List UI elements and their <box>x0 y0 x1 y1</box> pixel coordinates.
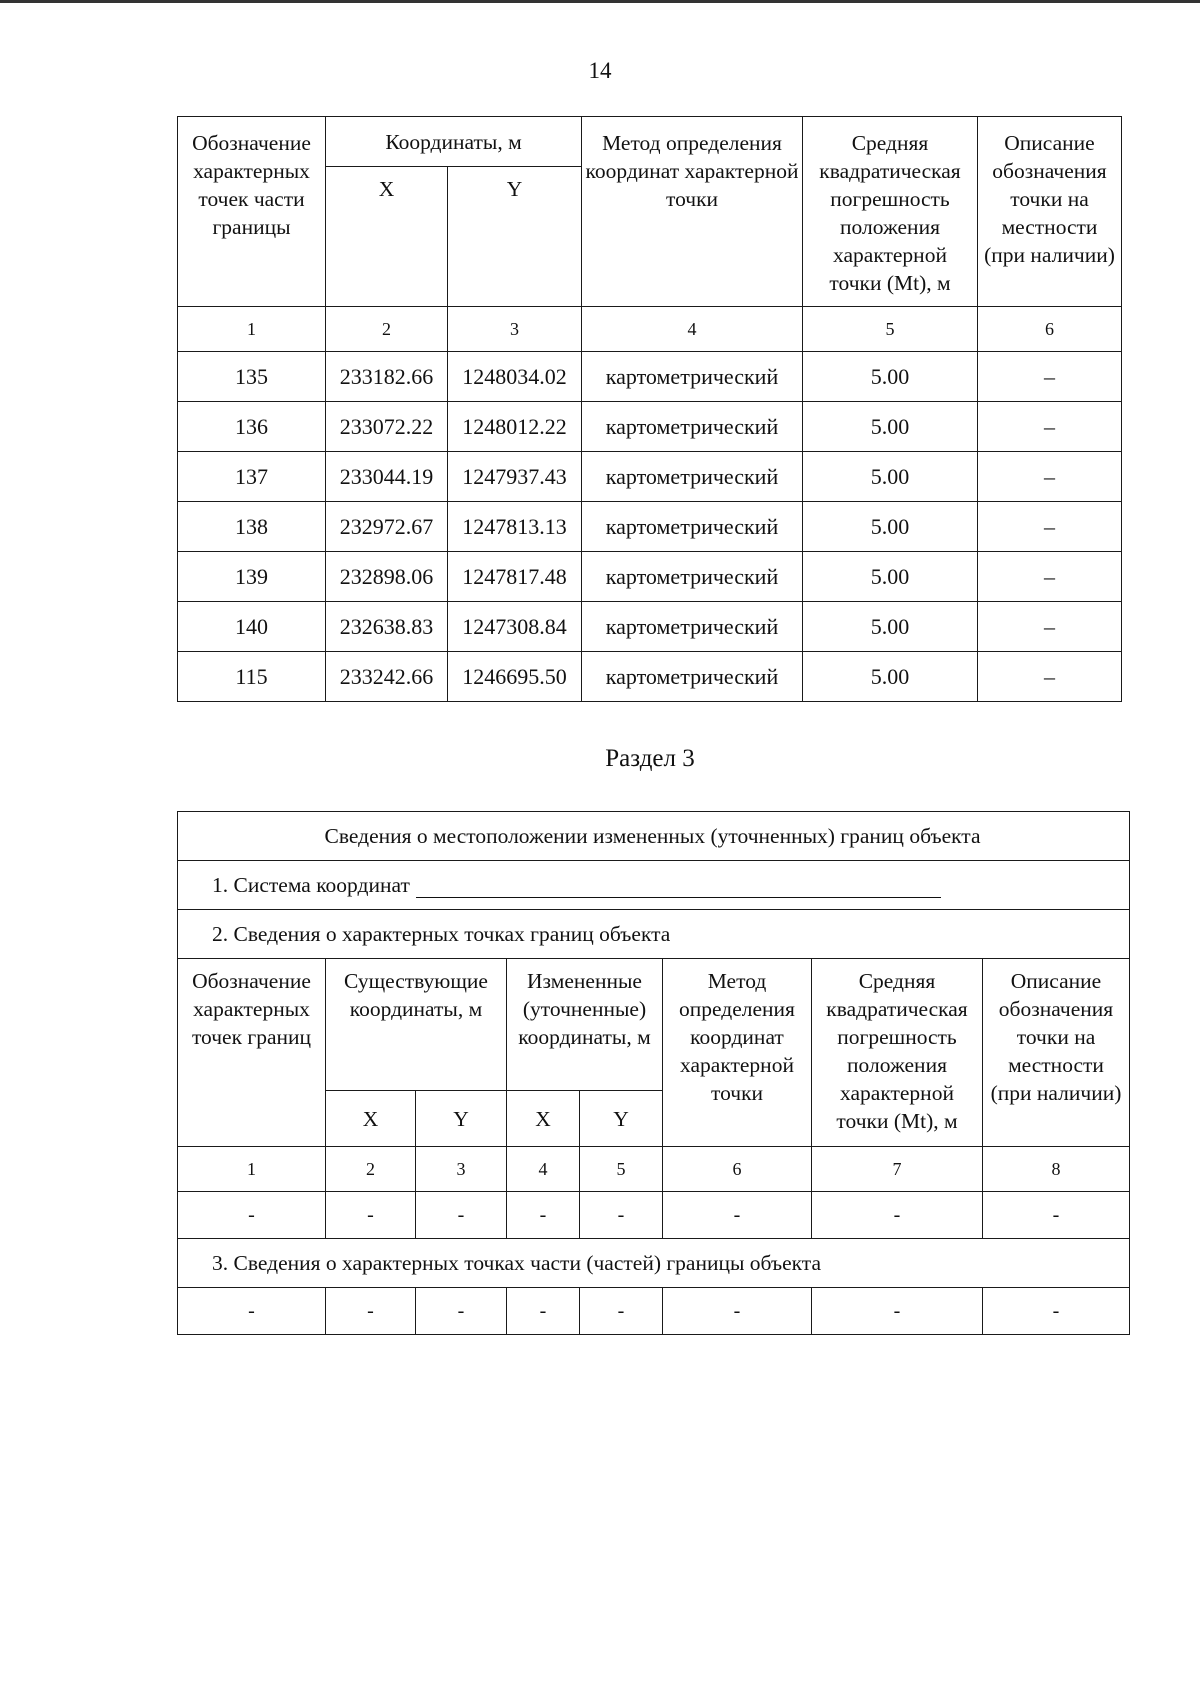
point-id: 135 <box>178 352 326 402</box>
table-row <box>178 502 1122 552</box>
header-x: X <box>326 167 448 307</box>
empty-cell: - <box>416 1192 507 1239</box>
header-y-changed: Y <box>580 1091 663 1147</box>
column-number: 3 <box>448 307 582 352</box>
column-number: 6 <box>663 1147 812 1192</box>
description: – <box>978 402 1122 452</box>
coord-x: 232898.06 <box>326 552 448 602</box>
error-value: 5.00 <box>803 502 978 552</box>
method: картометрический <box>582 552 803 602</box>
header-coordinates: Координаты, м <box>326 117 582 167</box>
column-number-row <box>178 1147 1130 1192</box>
column-number: 4 <box>507 1147 580 1192</box>
header-method: Метод определения координат характерной точки <box>663 959 812 1147</box>
description: – <box>978 352 1122 402</box>
coord-y: 1247308.84 <box>448 602 582 652</box>
error-value: 5.00 <box>803 352 978 402</box>
description: – <box>978 552 1122 602</box>
method: картометрический <box>582 602 803 652</box>
boundary-points-table <box>177 116 1122 702</box>
empty-cell: - <box>663 1192 812 1239</box>
description: – <box>978 452 1122 502</box>
header-y-existing: Y <box>416 1091 507 1147</box>
description: – <box>978 502 1122 552</box>
description: – <box>978 602 1122 652</box>
column-number: 1 <box>178 1147 326 1192</box>
empty-cell: - <box>580 1192 663 1239</box>
point-id: 137 <box>178 452 326 502</box>
header-description: Описание обозначения точки на местности (при наличии) <box>978 117 1122 307</box>
table-row <box>178 352 1122 402</box>
column-number: 8 <box>983 1147 1130 1192</box>
empty-cell: - <box>507 1288 580 1335</box>
parts-heading: 3. Сведения о характерных точках части (частей) границы объекта <box>178 1239 1130 1288</box>
point-id: 115 <box>178 652 326 702</box>
header-method: Метод определения координат характерной точки <box>582 117 803 307</box>
empty-cell: - <box>178 1192 326 1239</box>
header-x-changed: X <box>507 1091 580 1147</box>
empty-cell: - <box>983 1288 1130 1335</box>
header-point-designation: Обозначение характерных точек части границы <box>178 117 326 307</box>
header-error: Средняя квадратическая погрешность положения характерной точки (Mt), м <box>803 117 978 307</box>
column-number: 2 <box>326 1147 416 1192</box>
empty-cell: - <box>416 1288 507 1335</box>
description: – <box>978 652 1122 702</box>
empty-cell: - <box>812 1288 983 1335</box>
error-value: 5.00 <box>803 602 978 652</box>
empty-cell: - <box>326 1192 416 1239</box>
column-number: 2 <box>326 307 448 352</box>
column-number: 1 <box>178 307 326 352</box>
scan-top-edge <box>0 0 1200 3</box>
section-title: Раздел 3 <box>605 745 695 772</box>
error-value: 5.00 <box>803 552 978 602</box>
changed-boundaries-table <box>177 811 1130 1335</box>
method: картометрический <box>582 652 803 702</box>
header-y: Y <box>448 167 582 307</box>
empty-parts-row <box>178 1288 1130 1335</box>
coord-x: 232972.67 <box>326 502 448 552</box>
coord-x: 233242.66 <box>326 652 448 702</box>
method: картометрический <box>582 402 803 452</box>
coord-y: 1248034.02 <box>448 352 582 402</box>
table-row <box>178 452 1122 502</box>
column-number: 5 <box>580 1147 663 1192</box>
point-id: 138 <box>178 502 326 552</box>
coord-y: 1248012.22 <box>448 402 582 452</box>
method: картометрический <box>582 352 803 402</box>
method: картометрический <box>582 452 803 502</box>
point-id: 140 <box>178 602 326 652</box>
error-value: 5.00 <box>803 652 978 702</box>
coordinate-system-row <box>178 861 1130 910</box>
header-description: Описание обозначения точки на местности (при наличии) <box>983 959 1130 1147</box>
page-number: 14 <box>588 58 612 83</box>
table-title: Сведения о местоположении измененных (уточненных) границ объекта <box>178 812 1130 861</box>
error-value: 5.00 <box>803 402 978 452</box>
column-number: 7 <box>812 1147 983 1192</box>
coordinate-system-blank <box>416 875 941 898</box>
coord-x: 233072.22 <box>326 402 448 452</box>
point-id: 136 <box>178 402 326 452</box>
header-changed-coords: Измененные (уточненные) координаты, м <box>507 959 663 1091</box>
error-value: 5.00 <box>803 452 978 502</box>
coord-x: 233044.19 <box>326 452 448 502</box>
empty-cell: - <box>663 1288 812 1335</box>
header-error: Средняя квадратическая погрешность положения характерной точки (Mt), м <box>812 959 983 1147</box>
empty-cell: - <box>983 1192 1130 1239</box>
coord-x: 232638.83 <box>326 602 448 652</box>
coord-y: 1247937.43 <box>448 452 582 502</box>
points-heading: 2. Сведения о характерных точках границ объекта <box>178 910 1130 959</box>
table-row <box>178 652 1122 702</box>
column-number: 5 <box>803 307 978 352</box>
empty-cell: - <box>178 1288 326 1335</box>
empty-cell: - <box>507 1192 580 1239</box>
empty-points-row <box>178 1192 1130 1239</box>
coord-y: 1246695.50 <box>448 652 582 702</box>
method: картометрический <box>582 502 803 552</box>
empty-cell: - <box>812 1192 983 1239</box>
header-existing-coords: Существующие координаты, м <box>326 959 507 1091</box>
header-point-designation: Обозначение характерных точек границ <box>178 959 326 1147</box>
table-row <box>178 552 1122 602</box>
header-x-existing: X <box>326 1091 416 1147</box>
column-number: 4 <box>582 307 803 352</box>
column-number: 6 <box>978 307 1122 352</box>
column-number: 3 <box>416 1147 507 1192</box>
empty-cell: - <box>580 1288 663 1335</box>
coord-x: 233182.66 <box>326 352 448 402</box>
coordinate-system-label: 1. Система координат <box>212 872 410 897</box>
coord-y: 1247817.48 <box>448 552 582 602</box>
table-row <box>178 402 1122 452</box>
empty-cell: - <box>326 1288 416 1335</box>
coord-y: 1247813.13 <box>448 502 582 552</box>
point-id: 139 <box>178 552 326 602</box>
table-row <box>178 602 1122 652</box>
column-number-row <box>178 307 1122 352</box>
